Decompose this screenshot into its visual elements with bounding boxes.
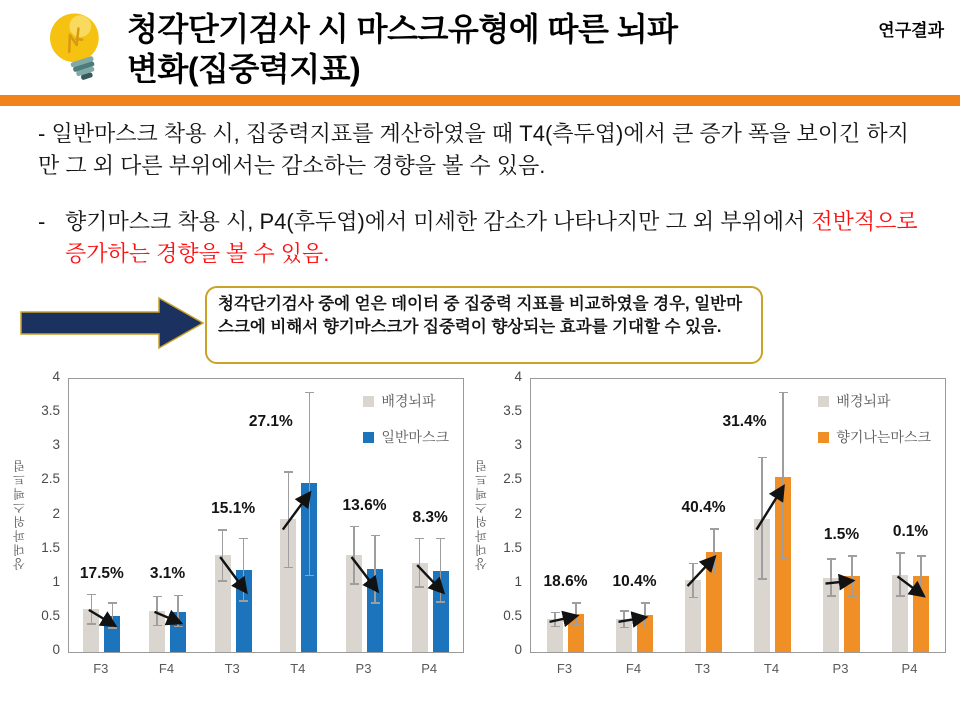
- error-cap-top: [917, 555, 926, 557]
- error-cap-bottom: [827, 595, 836, 597]
- conclusion-callout: 청각단기검사 중에 얻은 데이터 중 집중력 지표를 비교하였을 경우, 일반마스크에 비해서 향기마스크가 집중력이 향상되는 효과를 기대할 수 있음.: [205, 286, 763, 364]
- error-cap-bottom: [896, 595, 905, 597]
- error-cap-bottom: [779, 557, 788, 559]
- legend-item: [363, 427, 449, 447]
- x-axis-label: F4: [158, 661, 175, 676]
- error-cap-top: [436, 538, 445, 540]
- error-cap-top: [153, 596, 162, 598]
- error-bar: [156, 597, 158, 626]
- error-cap-top: [108, 602, 117, 604]
- legend-item: [363, 391, 435, 411]
- bulb-glass: [44, 7, 105, 68]
- accent-divider: [0, 95, 960, 106]
- legend-swatch: [363, 432, 374, 443]
- y-axis-tick: 4: [52, 369, 60, 384]
- y-axis-tick: 2: [52, 505, 60, 521]
- error-cap-bottom: [710, 573, 719, 575]
- legend-label: 향기나는마스크: [836, 429, 931, 445]
- error-cap-bottom: [572, 623, 581, 625]
- y-axis-tick: 3.5: [41, 403, 60, 419]
- percent-label: 18.6%: [543, 572, 588, 590]
- error-cap-bottom: [284, 567, 293, 569]
- error-bar: [554, 612, 556, 626]
- error-cap-top: [641, 602, 650, 604]
- error-cap-bottom: [758, 578, 767, 580]
- right-arrow-polygon: [21, 298, 203, 348]
- y-axis-tick: 0.5: [41, 607, 60, 623]
- error-cap-top: [87, 594, 96, 596]
- error-cap-top: [415, 538, 424, 540]
- page-title-line1: 청각단기검사 시 마스크유형에 따른 뇌파: [127, 11, 678, 47]
- error-cap-top: [827, 558, 836, 560]
- error-cap-bottom: [415, 586, 424, 588]
- error-bar: [692, 563, 694, 597]
- bullet-scent-mask-highlight: 전반적으로 증가하는 경향을 볼 수 있음.: [65, 208, 918, 266]
- x-axis-label: F3: [556, 661, 573, 676]
- percent-label: 0.1%: [892, 523, 929, 541]
- error-bar: [644, 603, 646, 628]
- x-axis-label: F3: [93, 661, 109, 676]
- x-axis-label: T4: [763, 661, 780, 676]
- error-bar: [830, 559, 832, 596]
- y-axis-tick: 1: [52, 573, 60, 589]
- lightbulb-icon: [36, 6, 120, 92]
- error-cap-top: [848, 555, 857, 557]
- y-axis-tick: 3: [514, 437, 522, 453]
- x-axis-label: P4: [901, 661, 918, 676]
- error-cap-top: [551, 612, 560, 614]
- y-axis-tick: 0: [52, 642, 60, 657]
- error-cap-top: [758, 457, 767, 459]
- legend: [363, 391, 449, 447]
- error-bar: [374, 535, 376, 603]
- error-bar: [112, 603, 114, 628]
- x-axis-label: F4: [625, 661, 642, 676]
- error-cap-bottom: [305, 575, 314, 577]
- x-axis-label: T3: [694, 661, 711, 676]
- y-axis-tick: 2.5: [503, 471, 522, 487]
- corner-label: 연구결과: [878, 21, 944, 40]
- error-cap-top: [620, 610, 629, 612]
- page-title: [127, 10, 857, 89]
- error-bar: [91, 595, 93, 624]
- y-axis-tick: 0: [514, 642, 522, 657]
- y-axis-tick: 1.5: [41, 539, 60, 555]
- error-bar: [851, 556, 853, 596]
- error-cap-top: [896, 552, 905, 554]
- y-axis-tick: 2: [514, 505, 522, 521]
- legend-label: 배경뇌파: [836, 393, 891, 409]
- y-axis-tick: 3.5: [503, 403, 522, 419]
- error-cap-bottom: [620, 627, 629, 629]
- x-axis-label: P3: [832, 661, 849, 676]
- percent-label: 15.1%: [211, 499, 256, 517]
- x-axis-label: P3: [355, 661, 372, 676]
- error-bar: [920, 556, 922, 594]
- error-bar: [899, 553, 901, 596]
- legend: [818, 391, 931, 447]
- y-axis-tick: 2.5: [41, 471, 60, 487]
- error-cap-bottom: [108, 627, 117, 629]
- error-bar: [177, 595, 179, 626]
- right-arrow-shape: [20, 295, 208, 351]
- percent-label: 27.1%: [248, 412, 293, 430]
- error-cap-top: [350, 526, 359, 528]
- y-axis-title: 상대파워스펙트럼: [474, 458, 489, 571]
- error-bar: [782, 393, 784, 558]
- legend-item: [818, 427, 931, 447]
- plot-area: [530, 378, 946, 653]
- y-axis-tick: 1.5: [503, 539, 522, 555]
- page-title-line2: 변화(집중력지표): [127, 50, 361, 87]
- chart-normal-mask: [10, 369, 470, 702]
- error-cap-top: [305, 392, 314, 394]
- error-cap-bottom: [174, 626, 183, 628]
- error-bar: [761, 457, 763, 578]
- bullet-scent-mask: [38, 206, 926, 270]
- error-cap-top: [710, 528, 719, 530]
- percent-label: 1.5%: [823, 525, 860, 543]
- error-cap-top: [779, 392, 788, 394]
- legend-swatch: [818, 396, 829, 407]
- percent-label: 17.5%: [79, 564, 124, 582]
- error-cap-bottom: [641, 627, 650, 629]
- legend-swatch: [363, 396, 374, 407]
- error-cap-top: [371, 535, 380, 537]
- bullet-list: [38, 118, 926, 294]
- error-bar: [623, 611, 625, 627]
- error-cap-top: [284, 471, 293, 473]
- error-cap-bottom: [551, 626, 560, 628]
- x-axis-label: T3: [224, 661, 240, 676]
- y-axis-tick: 0.5: [503, 607, 522, 623]
- error-cap-bottom: [689, 597, 698, 599]
- y-axis-tick: 4: [514, 369, 522, 384]
- error-cap-top: [689, 563, 698, 565]
- error-cap-bottom: [436, 601, 445, 603]
- error-cap-bottom: [239, 600, 248, 602]
- error-bar: [243, 539, 245, 601]
- legend-label: 일반마스크: [381, 429, 449, 445]
- error-cap-bottom: [371, 602, 380, 604]
- error-cap-bottom: [218, 580, 227, 582]
- error-bar: [575, 603, 577, 624]
- bullet-dash: -: [38, 208, 46, 234]
- error-bar: [353, 526, 355, 583]
- y-axis-tick: 3: [52, 437, 60, 453]
- error-cap-bottom: [87, 623, 96, 625]
- error-bar: [309, 393, 311, 576]
- percent-label: 40.4%: [681, 499, 726, 517]
- error-bar: [440, 539, 442, 602]
- error-cap-top: [239, 538, 248, 540]
- x-axis-label: P4: [421, 661, 438, 676]
- x-axis-label: T4: [290, 661, 306, 676]
- error-cap-top: [572, 602, 581, 604]
- plot-area: [68, 378, 464, 653]
- error-bar: [222, 530, 224, 581]
- bullet-scent-mask-text: 향기마스크 착용 시, P4(후두엽)에서 미세한 감소가 나타나지만 그 외 부위에서: [65, 208, 812, 234]
- error-cap-top: [218, 529, 227, 531]
- error-cap-bottom: [350, 583, 359, 585]
- legend-swatch: [818, 432, 829, 443]
- y-axis-tick: 1: [514, 573, 522, 589]
- percent-label: 10.4%: [612, 572, 657, 590]
- percent-label: 3.1%: [149, 565, 186, 583]
- percent-label: 13.6%: [342, 496, 387, 514]
- y-axis-title: 상대파워스펙트럼: [12, 458, 27, 571]
- error-bar: [288, 472, 290, 568]
- error-cap-bottom: [848, 595, 857, 597]
- legend-item: [818, 391, 890, 411]
- percent-label: 8.3%: [412, 508, 448, 526]
- legend-label: 배경뇌파: [381, 393, 436, 409]
- error-cap-bottom: [153, 625, 162, 627]
- bullet-normal-mask: - 일반마스크 착용 시, 집중력지표를 계산하였을 때 T4(측두엽)에서 큰 증가 폭을 보이긴 하지만 그 외 다른 부위에서는 감소하는 경향을 볼 수 있음.: [38, 121, 909, 178]
- chart-scent-mask: [472, 369, 952, 702]
- error-bar: [713, 529, 715, 573]
- error-bar: [419, 539, 421, 587]
- percent-label: 31.4%: [722, 412, 767, 430]
- error-cap-top: [174, 595, 183, 597]
- error-cap-bottom: [917, 593, 926, 595]
